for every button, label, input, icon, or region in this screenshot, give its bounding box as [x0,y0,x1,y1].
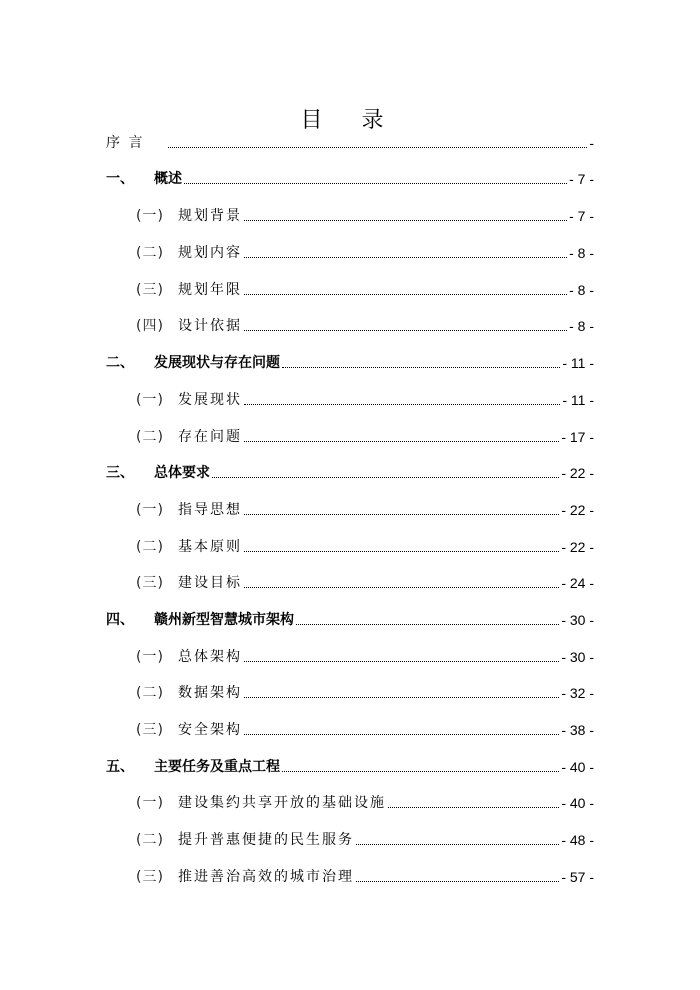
toc-entry-label: 总体架构 [178,649,242,665]
toc-entry-label: 主要任务及重点工程 [154,759,280,775]
toc-entry-page: - 8 - [569,245,594,261]
toc-entry-chapter-5[interactable] [106,754,594,776]
toc-entry-label: 发展现状与存在问题 [154,355,280,371]
toc-entry-page: - 40 - [561,759,594,775]
toc-entry-number: (一) [136,795,164,811]
page-title: 目 录 [300,107,400,133]
toc-entry-preface[interactable] [106,130,594,152]
toc-entry-section-5-1[interactable] [136,790,594,812]
toc-entry-section-1-2[interactable] [136,240,594,262]
toc-entry-page: - 8 - [569,282,594,298]
toc-entry-label: 基本原则 [178,539,242,555]
toc-entry-page: - 22 - [561,502,594,518]
toc-entry-page: - 7 - [569,171,594,187]
toc-entry-page: - 30 - [561,612,594,628]
toc-entry-page: - [589,135,594,151]
toc-entry-chapter-1[interactable] [106,166,594,188]
toc-leader-dots [184,183,567,184]
toc-entry-label: 指导思想 [178,502,242,518]
toc-entry-section-1-3[interactable] [136,277,594,299]
toc-entry-number: 一、 [106,171,134,187]
toc-entry-label: 设计依据 [178,318,242,334]
toc-entry-page: - 32 - [561,685,594,701]
toc-entry-page: - 11 - [562,355,594,371]
toc-entry-number: 五、 [106,759,134,775]
toc-entry-page: - 57 - [561,869,594,885]
toc-entry-page: - 24 - [561,575,594,591]
toc-leader-dots [282,367,560,368]
toc-entry-page: - 48 - [561,832,594,848]
toc-entry-label: 规划年限 [178,282,242,298]
toc-leader-dots [244,220,567,221]
toc-entry-number: (一) [136,208,164,224]
toc-entry-page: - 40 - [561,795,594,811]
toc-entry-label: 提升普惠便捷的民生服务 [178,832,354,848]
toc-leader-dots [356,881,559,882]
toc-entry-number: (三) [136,282,164,298]
toc-entry-section-3-2[interactable] [136,534,594,556]
toc-entry-section-5-3[interactable] [136,864,594,886]
toc-leader-dots [244,514,559,515]
toc-entry-number: (三) [136,722,164,738]
toc-entry-number: (二) [136,685,164,701]
toc-entry-page: - 22 - [561,465,594,481]
toc-entry-number: 序 言 [106,135,145,151]
toc-entry-number: 四、 [106,612,134,628]
toc-entry-page: - 11 - [562,392,594,408]
toc-entry-page: - 38 - [561,722,594,738]
toc-leader-dots [244,697,559,698]
toc-entry-label: 推进善治高效的城市治理 [178,869,354,885]
toc-entry-section-1-1[interactable] [136,203,594,225]
toc-leader-dots [244,551,559,552]
toc-entry-number: (四) [136,318,164,334]
toc-entry-section-3-1[interactable] [136,497,594,519]
toc-entry-page: - 8 - [569,318,594,334]
toc-entry-label: 规划内容 [178,245,242,261]
toc-leader-dots [282,771,559,772]
toc-leader-dots [168,147,587,148]
toc-entry-page: - 7 - [569,208,594,224]
toc-leader-dots [244,441,559,442]
toc-leader-dots [244,734,559,735]
toc-entry-number: (二) [136,429,164,445]
toc-leader-dots [296,624,559,625]
toc-entry-number: (三) [136,869,164,885]
toc-entry-section-3-3[interactable] [136,570,594,592]
toc-entry-label: 赣州新型智慧城市架构 [154,612,294,628]
toc-leader-dots [212,477,559,478]
toc-entry-chapter-3[interactable] [106,460,594,482]
toc-entry-label: 存在问题 [178,429,242,445]
toc-leader-dots [244,661,559,662]
toc-leader-dots [244,404,560,405]
toc-entry-number: (一) [136,649,164,665]
toc-entry-section-2-1[interactable] [136,387,594,409]
toc-leader-dots [388,807,559,808]
toc-entry-number: (三) [136,575,164,591]
toc-entry-number: (二) [136,245,164,261]
toc-entry-section-5-2[interactable] [136,827,594,849]
toc-entry-section-1-4[interactable] [136,313,594,335]
toc-entry-section-4-2[interactable] [136,680,594,702]
toc-entry-section-2-2[interactable] [136,424,594,446]
toc-entry-section-4-3[interactable] [136,717,594,739]
toc-entry-label: 概述 [154,171,182,187]
toc-entry-number: (一) [136,392,164,408]
toc-entry-number: (一) [136,502,164,518]
toc-entry-section-4-1[interactable] [136,644,594,666]
toc-leader-dots [244,294,567,295]
toc-entry-chapter-4[interactable] [106,607,594,629]
toc-entry-page: - 30 - [561,649,594,665]
toc-entry-label: 总体要求 [154,465,210,481]
toc-entry-label: 规划背景 [178,208,242,224]
toc-leader-dots [244,330,567,331]
toc-leader-dots [244,587,559,588]
toc-leader-dots [356,844,559,845]
toc-leader-dots [244,257,567,258]
toc-entry-label: 发展现状 [178,392,242,408]
toc-entry-label: 建设集约共享开放的基础设施 [178,795,386,811]
toc-entry-page: - 17 - [561,429,594,445]
toc-entry-number: 二、 [106,355,134,371]
toc-entry-label: 建设目标 [178,575,242,591]
toc-entry-chapter-2[interactable] [106,350,594,372]
toc-entry-number: (二) [136,832,164,848]
toc-entry-label: 安全架构 [178,722,242,738]
toc-entry-page: - 22 - [561,539,594,555]
toc-entry-number: 三、 [106,465,134,481]
toc-entry-number: (二) [136,539,164,555]
toc-entry-label: 数据架构 [178,685,242,701]
